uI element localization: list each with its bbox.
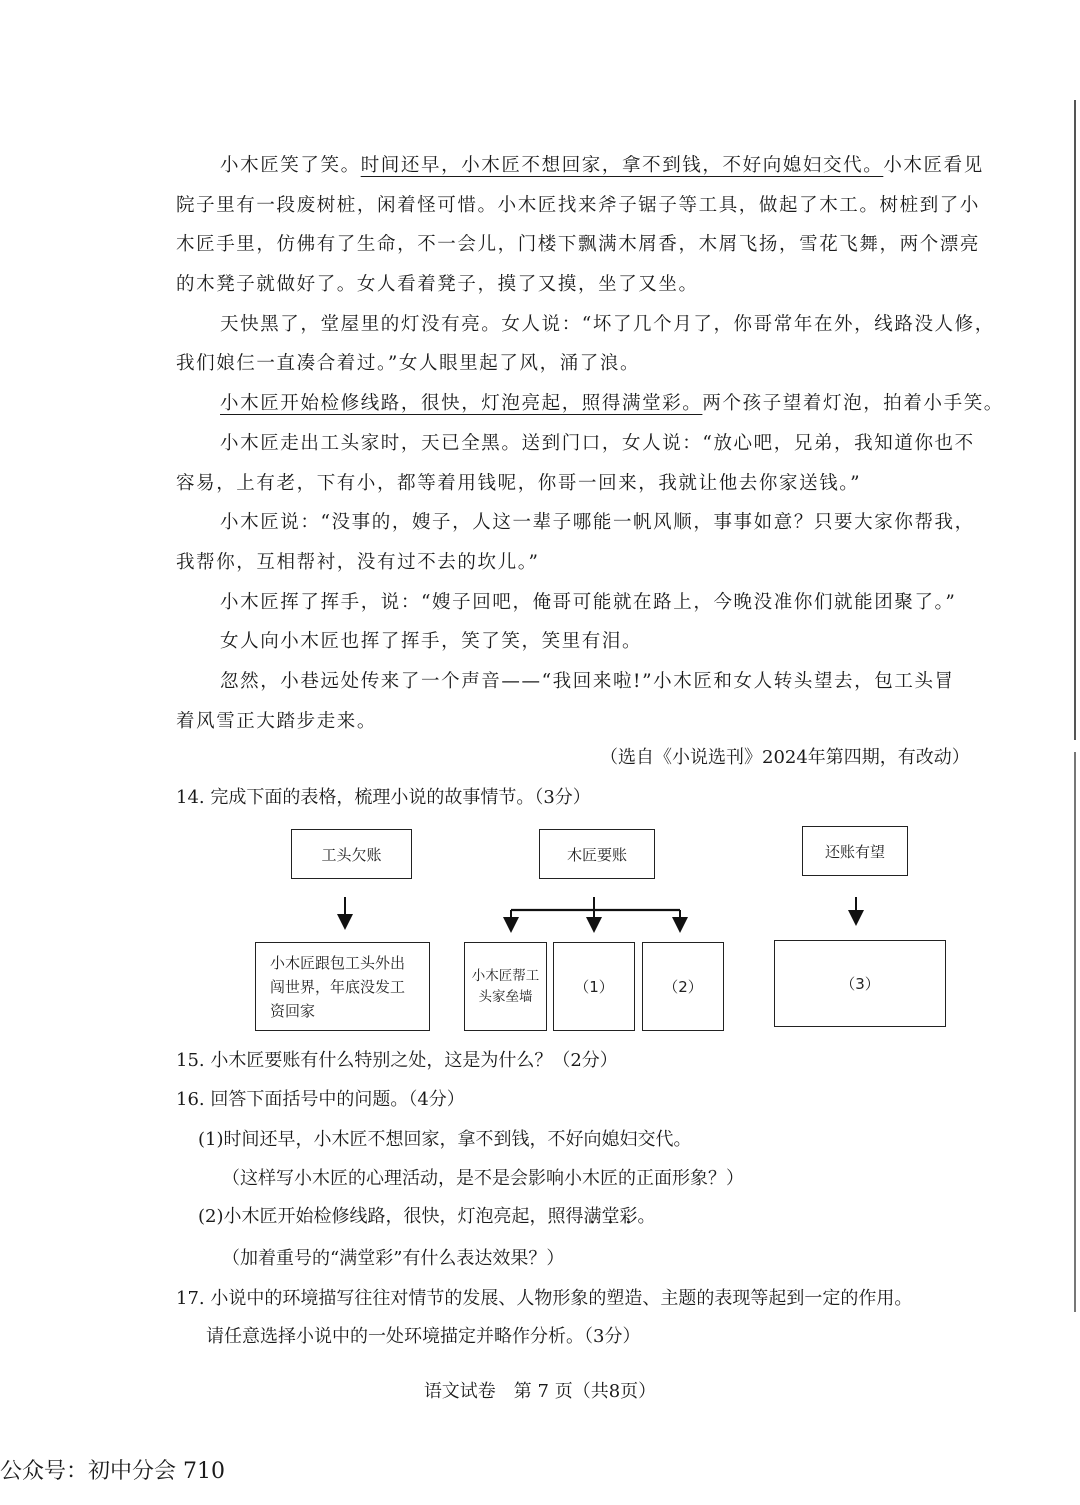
plot-header-hope: 还账有望 [802, 826, 908, 876]
story-line: 忽然，小巷远处传来了一个声音——“我回来啦!”小木匠和女人转头望去，包工头冒 [220, 670, 955, 692]
underlined-sentence: 时间还早，小木匠不想回家，拿不到钱，不好向媳妇交代。 [360, 155, 884, 176]
story-line: 我帮你，互相帮衬，没有过不去的坎儿。” [176, 551, 540, 573]
story-line: 女人向小木匠也挥了挥手，笑了笑，笑里有泪。 [220, 631, 643, 653]
story-line: 天快黑了，堂屋里的灯没有亮。女人说：“坏了几个月了，你哥常年在外，线路没人修， [220, 313, 995, 335]
story-line: 小木匠笑了笑。时间还早，小木匠不想回家，拿不到钱，不好向媳妇交代。小木匠看见 [220, 155, 984, 176]
watermark-text: 公众号：初中分会 710 [0, 1459, 225, 1484]
story-line: 着风雪正大踏步走来。 [176, 710, 378, 732]
source-citation: （选自《小说选刊》2024年第四期，有改动） [600, 747, 970, 768]
story-line: 小木匠走出工头家时，天已全黑。送到门口，女人说：“放心吧，兄弟，我知道你也不 [220, 432, 975, 454]
page-footer: 语文试卷 第 7 页（共8页） [423, 1381, 657, 1402]
question-17-line1: 17. 小说中的环境描写往往对情节的发展、人物形象的塑造、主题的表现等起到一定的作用。 [176, 1288, 913, 1309]
story-line: 小木匠开始检修线路，很快，灯泡亮起，照得满堂彩。两个孩子望着灯泡，拍着小手笑。 [220, 393, 1004, 415]
plot-header-ask: 木匠要账 [539, 829, 655, 879]
story-line: 小木匠说：“没事的，嫂子，人这一辈子哪能一帆风顺，事事如意？只要大家你帮我， [220, 512, 975, 534]
answer-blank-3[interactable]: （3） [774, 940, 946, 1027]
question-15: 15. 小木匠要账有什么特别之处，这是为什么？（2分） [176, 1050, 618, 1071]
plot-header-owe: 工头欠账 [291, 829, 412, 879]
story-line: 小木匠挥了挥手，说：“嫂子回吧，俺哥可能就在路上，今晚没准你们就能团聚了。” [220, 591, 957, 613]
question-17-line2: 请任意选择小说中的一处环境描定并略作分析。（3分） [206, 1326, 641, 1347]
question-16-1-note: （这样写小木匠的心理活动，是不是会影响小木匠的正面形象？） [222, 1168, 744, 1189]
page-edge-line [1074, 752, 1076, 1312]
answer-blank-1[interactable]: （1） [553, 942, 635, 1031]
question-14: 14. 完成下面的表格，梳理小说的故事情节。（3分） [176, 787, 591, 808]
story-line: 的木凳子就做好了。女人看着凳子，摸了又摸，坐了又坐。 [176, 274, 699, 296]
emphasis-dot-char: 堂 • [602, 1201, 620, 1233]
page-edge-line [1074, 100, 1076, 740]
plot-box-1: 小木匠跟包工头外出闯世界，年底没发工资回家 [255, 942, 430, 1031]
story-text [176, 146, 1032, 741]
emphasis-dot-char: 彩 • [620, 1201, 638, 1233]
story-line: 容易，上有老，下有小，都等着用钱呢，你哥一回来，我就让他去你家送钱。” [176, 472, 862, 494]
story-line: 我们娘仨一直凑合着过。”女人眼里起了风，涌了浪。 [176, 353, 641, 375]
question-16-1: (1)时间还早，小木匠不想回家，拿不到钱，不好向媳妇交代。 [198, 1129, 692, 1150]
emphasis-dot-char: 满 • [584, 1201, 602, 1233]
question-16-2-note: （加着重号的“满堂彩”有什么表达效果？） [222, 1248, 565, 1269]
underlined-sentence: 小木匠开始检修线路，很快，灯泡亮起，照得满堂彩。 [220, 393, 703, 415]
story-line: 木匠手里，仿佛有了生命，不一会儿，门楼下飘满木屑香，木屑飞扬，雪花飞舞，两个漂亮 [176, 234, 981, 256]
question-16-2: (2)小木匠开始检修线路，很快，灯泡亮起，照得满 •堂 •彩 •。 [198, 1201, 656, 1233]
question-16: 16. 回答下面括号中的问题。（4分） [176, 1089, 465, 1110]
plot-box-2: 小木匠帮工头家垒墙 [464, 942, 547, 1031]
story-line: 院子里有一段废树桩，闲着怪可惜。小木匠找来斧子锯子等工具，做起了木工。树桩到了小 [176, 194, 981, 216]
answer-blank-2[interactable]: （2） [642, 942, 724, 1031]
